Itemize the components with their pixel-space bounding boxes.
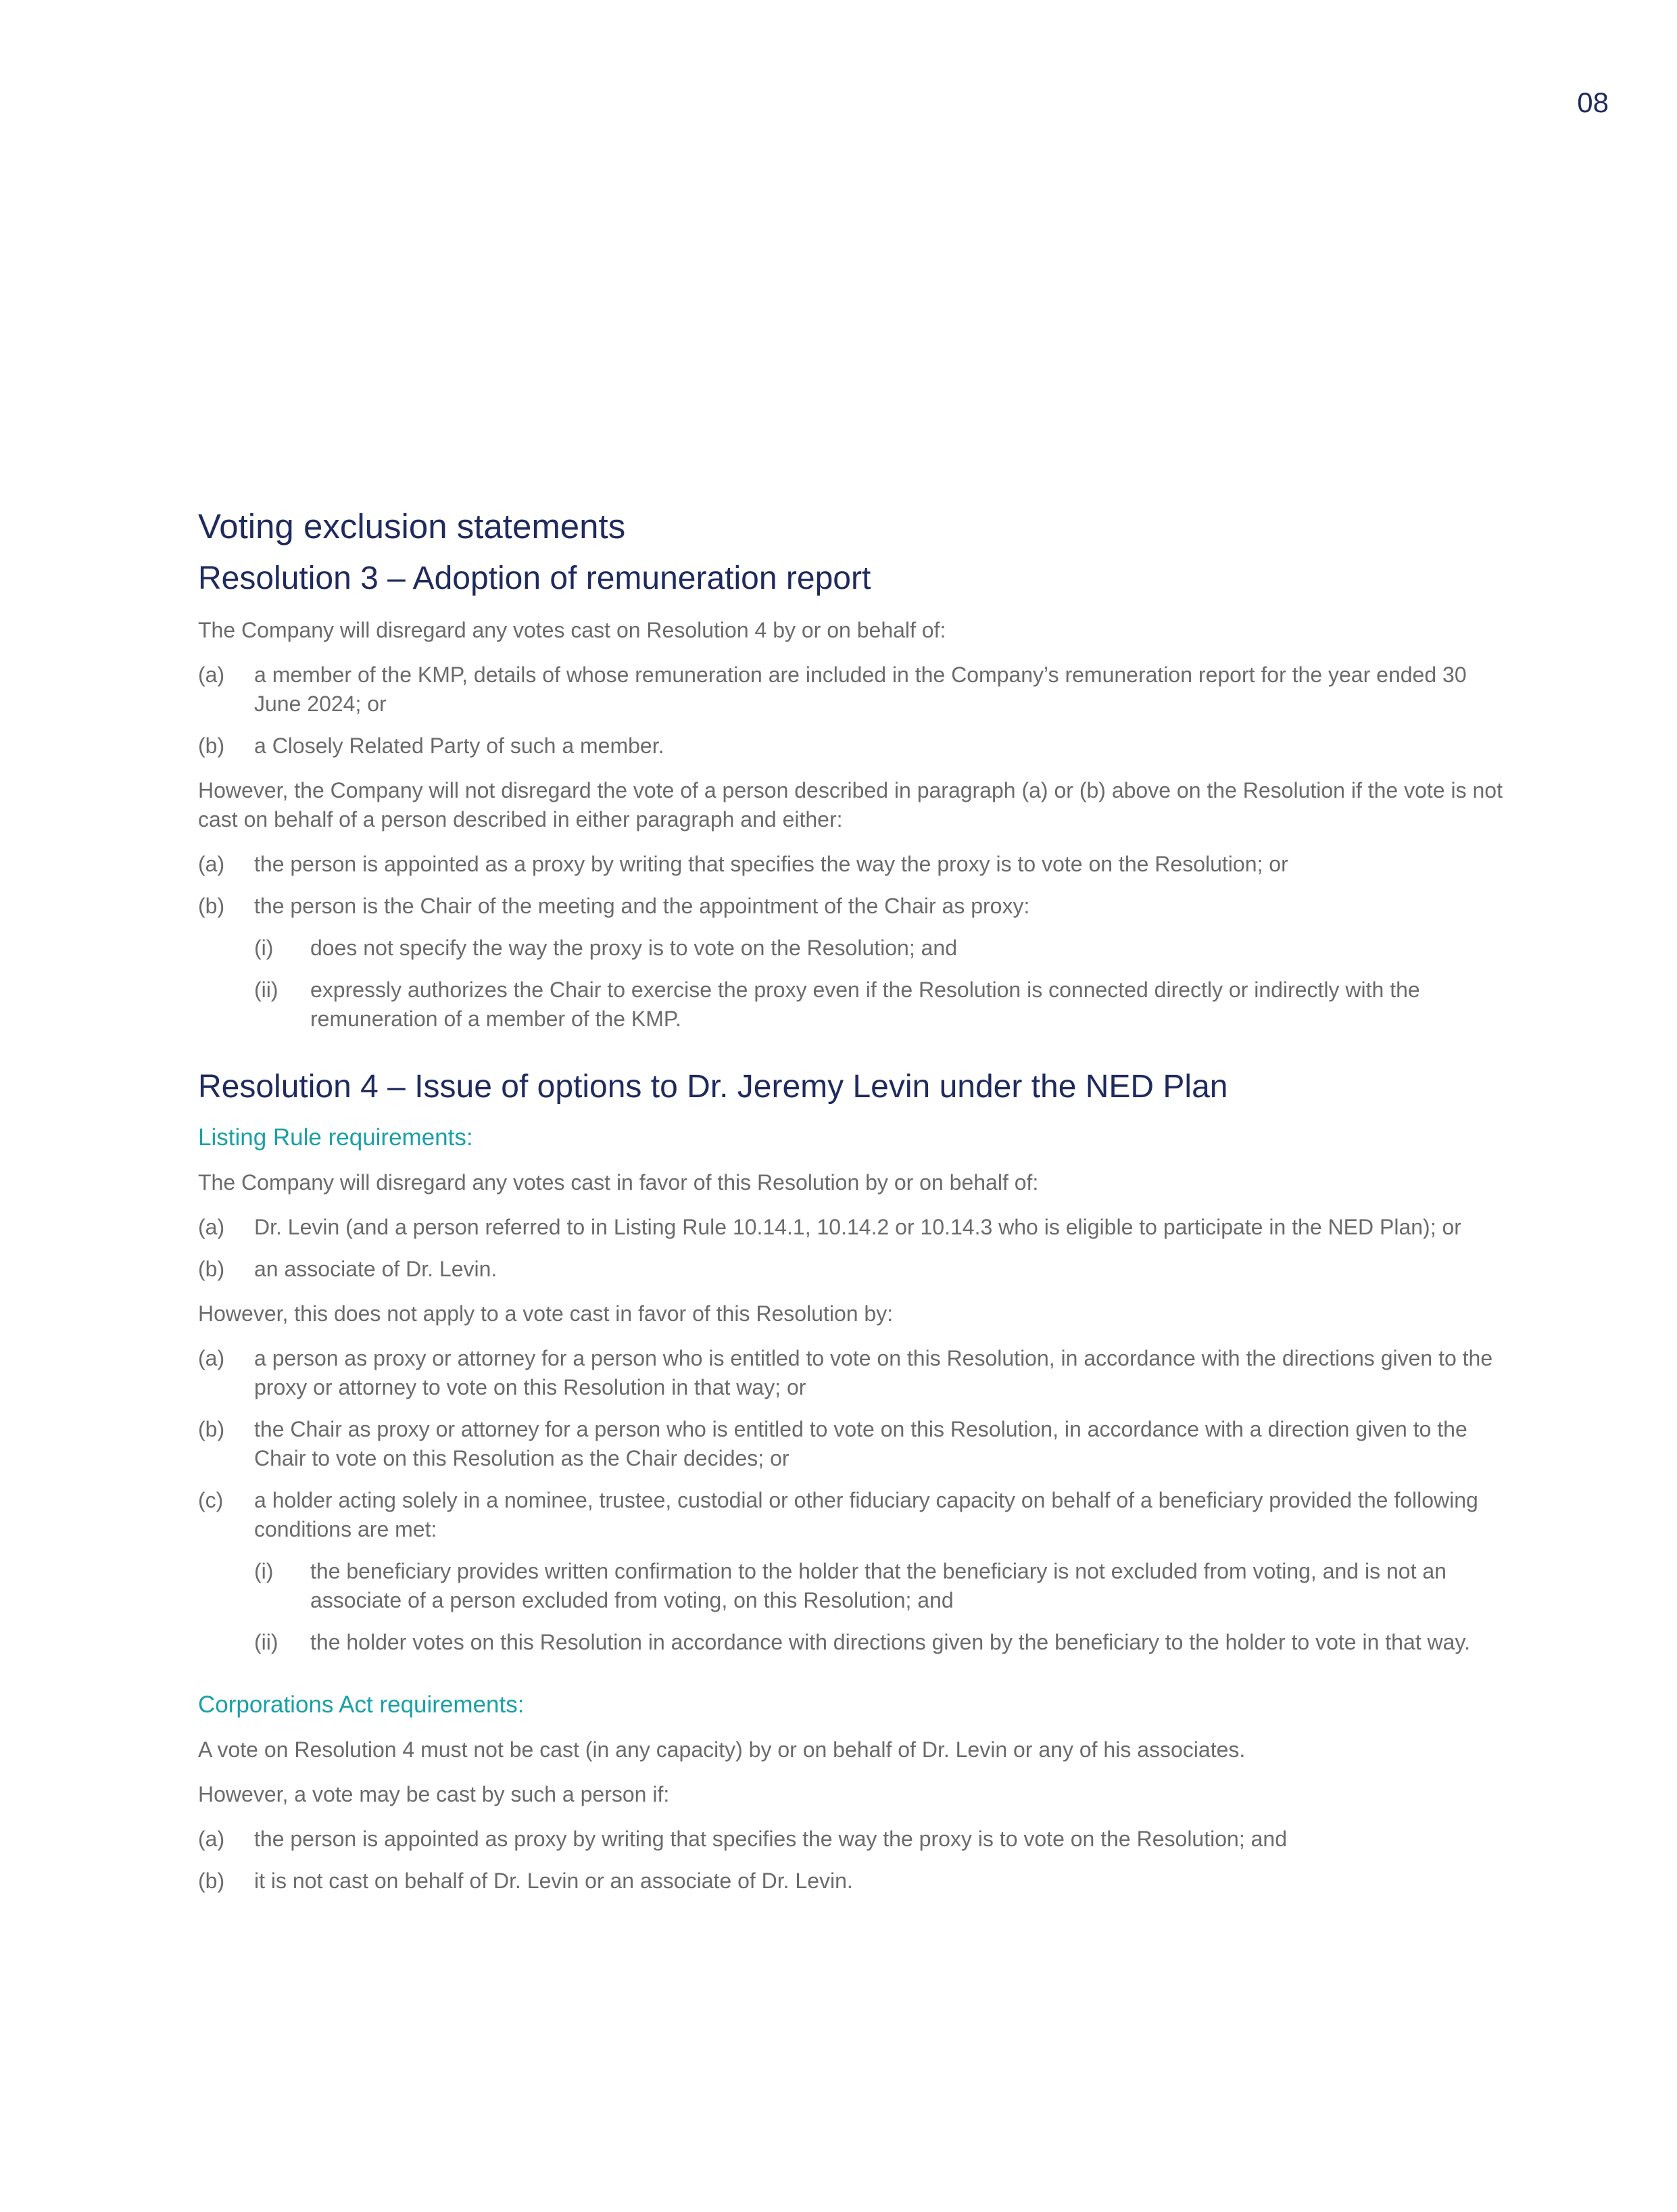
- list-text: does not specify the way the proxy is to vote on the Resolution; and: [310, 935, 958, 960]
- list-marker: (a): [198, 1215, 225, 1240]
- list-text: a Closely Related Party of such a member.: [254, 733, 664, 758]
- list-marker: (a): [198, 851, 225, 876]
- list-marker: (a): [198, 662, 225, 687]
- list-text: an associate of Dr. Levin.: [254, 1257, 497, 1282]
- resolution-3-intro: The Company will disregard any votes cast on Resolution 4 by or on behalf of:: [198, 617, 946, 642]
- list-marker: (i): [254, 935, 274, 960]
- resolution-3-title: Resolution 3 – Adoption of remuneration report: [198, 560, 871, 597]
- list-text: a member of the KMP, details of whose remuneration are included in the Company’s remuneration report for the year ended 30 June 2024; or: [254, 662, 1467, 716]
- sub-list-item: [254, 976, 1503, 1034]
- list-marker: (b): [198, 1257, 225, 1282]
- list-text: the holder votes on this Resolution in accordance with directions given by the beneficiary to the holder to vote in that way.: [310, 1630, 1470, 1655]
- corporations-act-heading: Corporations Act requirements:: [198, 1691, 525, 1718]
- list-text: a person as proxy or attorney for a person who is entitled to vote on this Resolution, in accordance with the directions given to the proxy or attorney to vote on this Resolution in that way; or: [254, 1346, 1493, 1400]
- sub-list-item: [254, 1557, 1503, 1615]
- document-body: [198, 506, 1503, 1908]
- listing-rule-heading: Listing Rule requirements:: [198, 1124, 473, 1151]
- corporations-act-para-2: However, a vote may be cast by such a person if:: [198, 1782, 670, 1807]
- list-marker: (b): [198, 893, 225, 918]
- list-text: the person is appointed as proxy by writing that specifies the way the proxy is to vote on the Resolution; and: [254, 1827, 1287, 1852]
- list-item: [198, 1415, 1503, 1473]
- list-item: [198, 1867, 1503, 1896]
- list-text: the beneficiary provides written confirmation to the holder that the beneficiary is not excluded from voting, and is not an associate of a person excluded from voting, on this Resolution; and: [310, 1559, 1447, 1613]
- list-text: it is not cast on behalf of Dr. Levin or an associate of Dr. Levin.: [254, 1869, 853, 1894]
- list-text: the person is the Chair of the meeting and the appointment of the Chair as proxy:: [254, 893, 1030, 918]
- list-item: [198, 1825, 1503, 1854]
- list-item: [198, 660, 1503, 719]
- list-marker: (a): [198, 1827, 225, 1852]
- list-item: [198, 850, 1503, 879]
- list-marker: (a): [198, 1346, 225, 1371]
- sub-list-item: [254, 1628, 1503, 1657]
- list-text: Dr. Levin (and a person referred to in Listing Rule 10.14.1, 10.14.2 or 10.14.3 who is eligible to participate in the NED Plan); or: [254, 1215, 1461, 1240]
- list-text: the Chair as proxy or attorney for a person who is entitled to vote on this Resolution, in accordance with a direction given to the Chair to vote on this Resolution as the Chair decides; or: [254, 1417, 1467, 1471]
- listing-rule-intro: The Company will disregard any votes cast in favor of this Resolution by or on behalf of:: [198, 1170, 1039, 1195]
- list-item: [198, 1213, 1503, 1242]
- listing-rule-however: However, this does not apply to a vote cast in favor of this Resolution by:: [198, 1301, 894, 1326]
- list-marker: (c): [198, 1488, 224, 1513]
- list-item: [198, 731, 1503, 761]
- page-number: 08: [1577, 87, 1609, 118]
- list-marker: (i): [254, 1559, 274, 1584]
- corporations-act-para-1: A vote on Resolution 4 must not be cast (in any capacity) by or on behalf of Dr. Levin or any of his associates.: [198, 1737, 1246, 1762]
- list-marker: (b): [198, 1869, 225, 1894]
- list-marker: (b): [198, 733, 225, 758]
- list-item: [198, 892, 1503, 921]
- list-marker: (b): [198, 1417, 225, 1442]
- list-text: a holder acting solely in a nominee, trustee, custodial or other fiduciary capacity on behalf of a beneficiary provided the following conditions are met:: [254, 1488, 1478, 1542]
- section-heading: Voting exclusion statements: [198, 507, 626, 546]
- list-marker: (ii): [254, 977, 278, 1002]
- list-item: [198, 1344, 1503, 1402]
- list-item: [198, 1486, 1503, 1544]
- list-text: the person is appointed as a proxy by writing that specifies the way the proxy is to vote on the Resolution; or: [254, 851, 1288, 876]
- list-text: expressly authorizes the Chair to exercise the proxy even if the Resolution is connected directly or indirectly with the remuneration of a member of the KMP.: [310, 977, 1420, 1031]
- list-item: [198, 1255, 1503, 1284]
- resolution-4-title: Resolution 4 – Issue of options to Dr. Jeremy Levin under the NED Plan: [198, 1068, 1228, 1105]
- list-marker: (ii): [254, 1630, 278, 1655]
- resolution-3-however: However, the Company will not disregard the vote of a person described in paragraph (a) or (b) above on the Resolution if the vote is not cast on behalf of a person described in either paragraph and either:: [198, 777, 1503, 832]
- sub-list-item: [254, 934, 1503, 963]
